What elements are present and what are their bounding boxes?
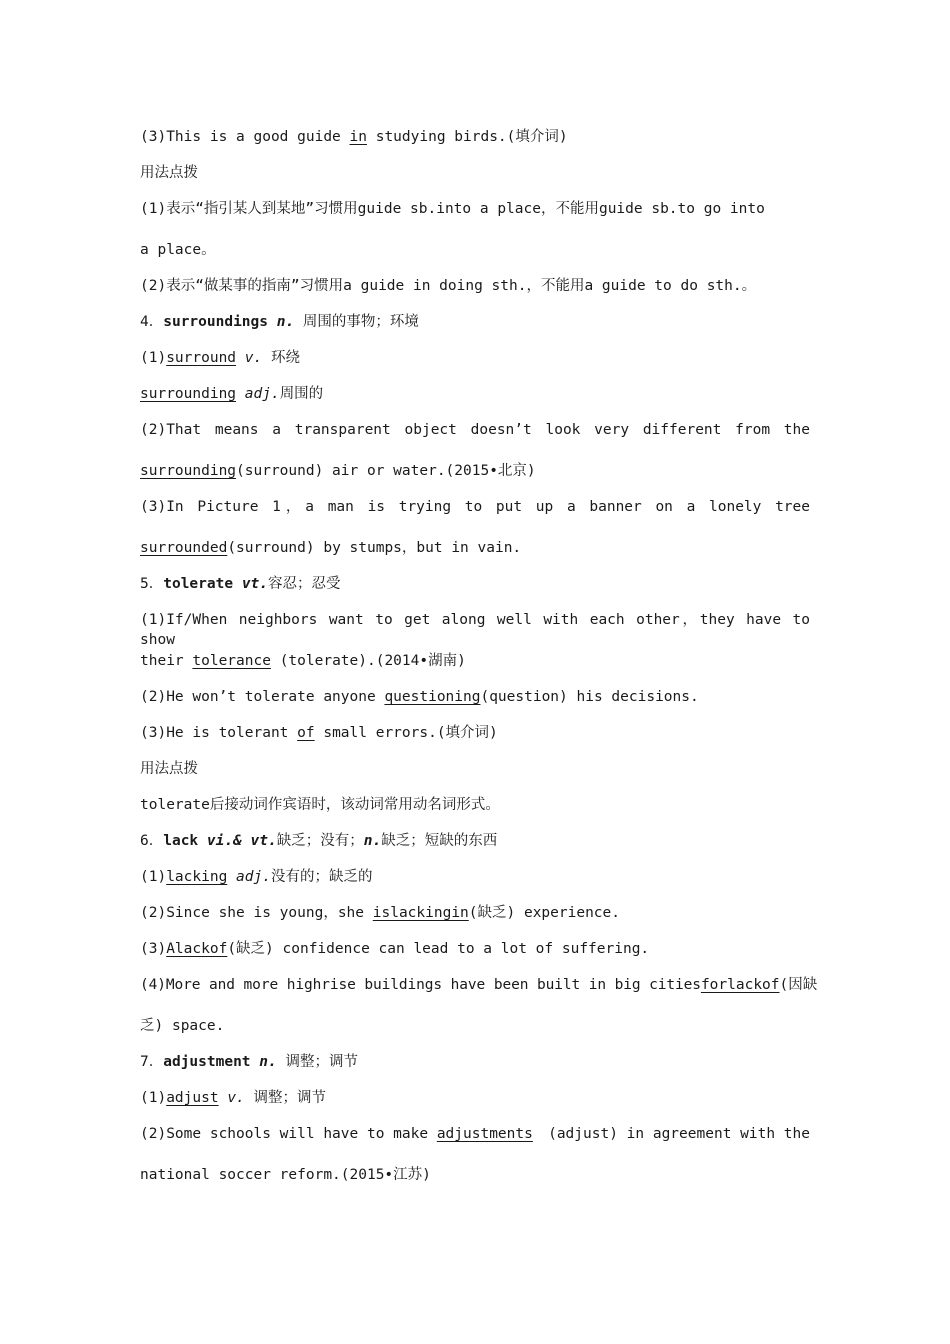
usage-note-line: (1)表示“指引某人到某地”习惯用guide sb.into a place，不能用guide sb.to go into bbox=[140, 201, 765, 217]
usage-note-line: (2)表示“做某事的指南”习惯用a guide in doing sth.，不能用a guide to do sth.。 bbox=[140, 278, 757, 294]
part-of-speech: vt. bbox=[250, 833, 277, 849]
item-number: 6． bbox=[140, 833, 164, 849]
exercise-line bbox=[140, 903, 810, 923]
text: (tolerate).(2014•湖南) bbox=[270, 653, 466, 669]
text: (3) bbox=[140, 941, 167, 957]
usage-note-line: tolerate后接动词作宾语时，该动词常用动名词形式。 bbox=[140, 797, 500, 813]
text: (1) bbox=[140, 869, 167, 885]
vocab-heading bbox=[140, 831, 810, 851]
definition: 容忍；忍受 bbox=[268, 576, 341, 592]
answer-blank: surrounding bbox=[140, 463, 237, 479]
exercise-line bbox=[140, 687, 810, 707]
exercise-line: 乏) space. bbox=[140, 1018, 225, 1034]
part-of-speech: v. bbox=[227, 1090, 245, 1106]
text: (因缺 bbox=[779, 977, 818, 993]
part-of-speech: vi.& bbox=[206, 833, 242, 849]
text: (缺乏) confidence can lead to a lot of suffering. bbox=[227, 941, 650, 957]
vocab-heading bbox=[140, 312, 810, 332]
definition: 调整；调节 bbox=[276, 1054, 358, 1070]
text: (4)More and more highrise buildings have been built in big cities bbox=[140, 977, 701, 993]
text: (surround) air or water.(2015•北京) bbox=[236, 463, 536, 479]
part-of-speech: n. bbox=[259, 1054, 277, 1070]
text: (2)He won’t tolerate anyone bbox=[140, 689, 385, 705]
answer-blank: in bbox=[349, 129, 367, 145]
usage-note-heading: 用法点拨 bbox=[140, 761, 198, 777]
vocab-word: tolerate bbox=[163, 576, 234, 592]
answer-group bbox=[701, 975, 817, 995]
exercise-line bbox=[140, 867, 810, 887]
text: 没有的；缺乏的 bbox=[270, 869, 373, 885]
text: (adjust) in agreement with the bbox=[548, 1126, 810, 1142]
exercise-line bbox=[140, 1124, 810, 1144]
exercise-line: (1)If/When neighbors want to get along well with each other，they have to show bbox=[140, 612, 810, 648]
exercise-line bbox=[140, 723, 810, 743]
item-number: 7． bbox=[140, 1054, 164, 1070]
vocab-heading bbox=[140, 574, 810, 594]
definition: 周围的事物；环境 bbox=[294, 314, 419, 330]
part-of-speech: vt. bbox=[241, 576, 269, 592]
text-group bbox=[140, 1124, 533, 1144]
answer-blank: questioning bbox=[384, 689, 481, 705]
text: 周围的 bbox=[279, 386, 324, 402]
definition: 缺乏；没有； bbox=[276, 833, 364, 849]
text: 环绕 bbox=[262, 350, 300, 366]
text: (1) bbox=[140, 350, 167, 366]
exercise-line bbox=[140, 127, 810, 147]
answer-blank: tolerance bbox=[192, 653, 271, 669]
text: (3)He is tolerant bbox=[140, 725, 298, 741]
answer-blank: surround bbox=[166, 350, 237, 366]
answer-blank: adjustments bbox=[436, 1126, 533, 1142]
text: (1) bbox=[140, 1090, 167, 1106]
exercise-line: (3)In Picture 1，a man is trying to put up a banner on a lonely tree bbox=[140, 499, 810, 515]
text: (3)This is a good guide bbox=[140, 129, 350, 145]
exercise-line: national soccer reform.(2015•江苏) bbox=[140, 1167, 431, 1183]
text: (question) his decisions. bbox=[480, 689, 699, 705]
exercise-line: (2)That means a transparent object doesn’t look very different from the bbox=[140, 422, 810, 438]
text: small errors.(填介词) bbox=[314, 725, 498, 741]
vocab-word: adjustment bbox=[163, 1054, 251, 1070]
usage-note-heading: 用法点拨 bbox=[140, 165, 198, 181]
part-of-speech: n. bbox=[363, 833, 382, 849]
definition: 缺乏；短缺的东西 bbox=[381, 833, 498, 849]
part-of-speech: adj. bbox=[236, 869, 271, 885]
exercise-line bbox=[140, 348, 810, 368]
item-number: 5． bbox=[140, 576, 164, 592]
text: their bbox=[140, 653, 193, 669]
answer-blank: forlackof bbox=[700, 977, 780, 993]
text: studying birds.(填介词) bbox=[366, 129, 568, 145]
part-of-speech: adj. bbox=[244, 386, 280, 402]
exercise-line bbox=[140, 461, 810, 481]
exercise-line bbox=[140, 384, 810, 404]
exercise-line bbox=[140, 939, 810, 959]
usage-note-line: a place。 bbox=[140, 242, 216, 258]
vocab-word: surroundings bbox=[163, 314, 268, 330]
exercise-line bbox=[140, 975, 818, 995]
exercise-line bbox=[140, 1088, 810, 1108]
text: (surround) by stumps，but in vain. bbox=[227, 540, 522, 556]
answer-blank: islackingin bbox=[372, 905, 469, 921]
vocab-word: lack bbox=[163, 833, 199, 849]
answer-blank: adjust bbox=[166, 1090, 219, 1106]
vocab-heading bbox=[140, 1052, 810, 1072]
answer-blank: of bbox=[297, 725, 315, 741]
part-of-speech: v. bbox=[244, 350, 263, 366]
part-of-speech: n. bbox=[276, 314, 295, 330]
answer-blank: Alackof bbox=[166, 941, 228, 957]
text: (缺乏) experience. bbox=[468, 905, 620, 921]
answer-blank: lacking bbox=[166, 869, 228, 885]
text: (2)Since she is young，she bbox=[140, 905, 373, 921]
exercise-line bbox=[140, 538, 810, 558]
answer-blank: surrounded bbox=[140, 540, 228, 556]
item-number: 4． bbox=[140, 314, 164, 330]
exercise-line bbox=[140, 651, 810, 671]
text: (2)Some schools will have to make bbox=[140, 1126, 437, 1142]
text: 调整；调节 bbox=[244, 1090, 327, 1106]
answer-blank: surrounding bbox=[140, 386, 237, 402]
